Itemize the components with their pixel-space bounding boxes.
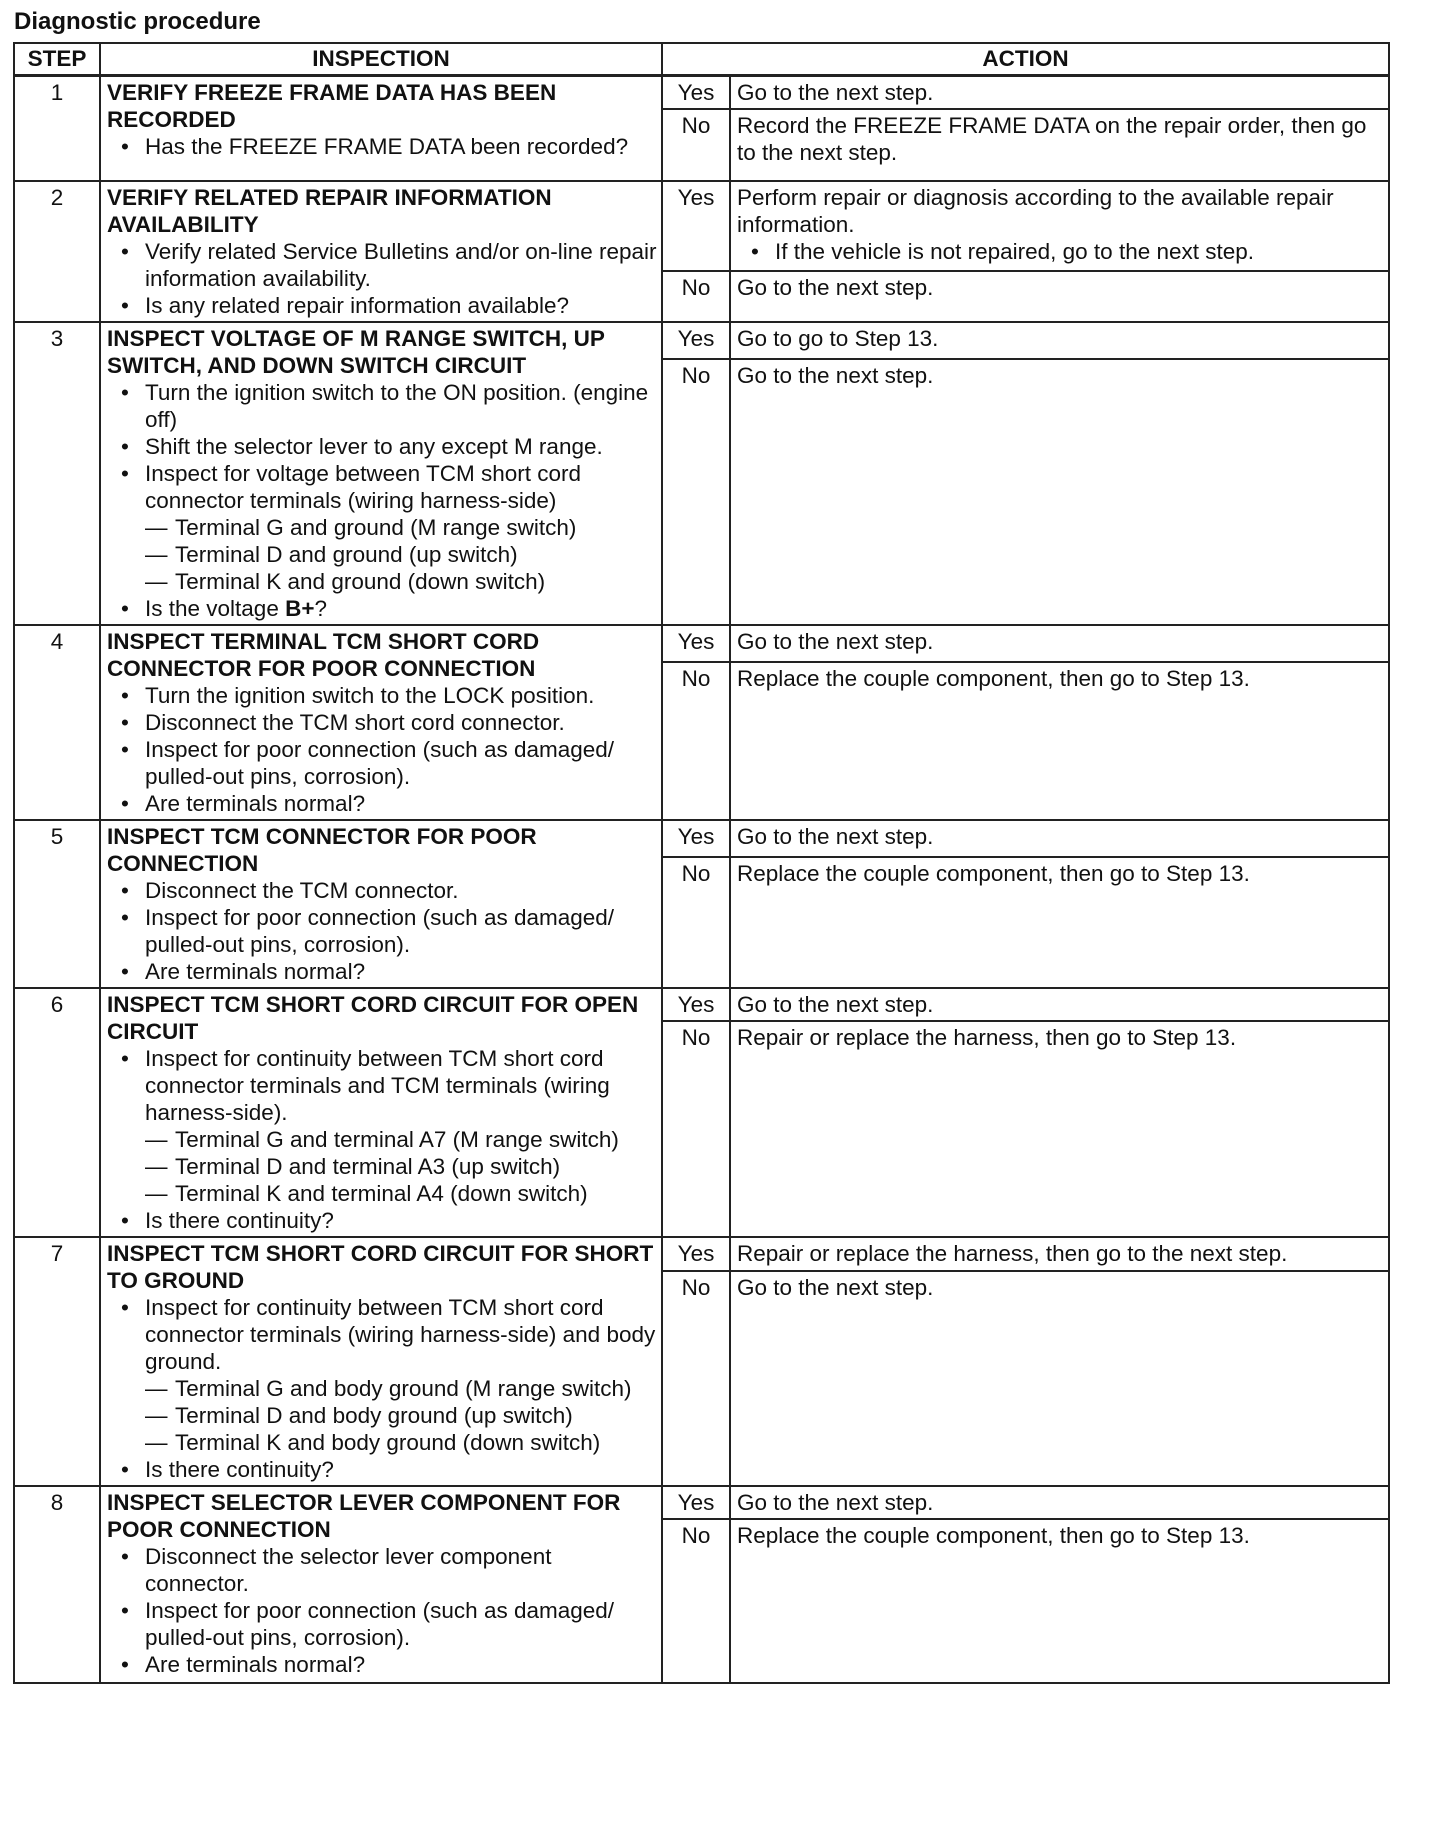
inspection-bullet: • Is any related repair information available? (107, 292, 657, 319)
inspection-title: VERIFY RELATED REPAIR INFORMATION AVAILABILITY (107, 185, 552, 237)
no-label: No (662, 271, 730, 322)
step-number: 6 (14, 988, 100, 1237)
table-row (14, 625, 1389, 662)
sub-item: — Terminal K and body ground (down switch) (145, 1429, 657, 1456)
sub-item: — Terminal G and terminal A7 (M range switch) (145, 1126, 657, 1153)
inspection-bullet: • Has the FREEZE FRAME DATA been recorded? (107, 133, 657, 160)
yes-label: Yes (662, 625, 730, 662)
inspection-bullet: • Inspect for poor connection (such as damaged/ pulled-out pins, corrosion). (107, 736, 657, 790)
inspection-bullet: • Are terminals normal? (107, 958, 657, 985)
inspection-cell (100, 1486, 662, 1683)
table-row (14, 1237, 1389, 1271)
table-row (14, 1486, 1389, 1519)
no-action: Replace the couple component, then go to Step 13. (730, 662, 1389, 820)
inspection-bullet-text: Inspect for continuity between TCM short cord connector terminals (wiring harness-side) and body ground. (145, 1295, 656, 1374)
yes-action: Go to the next step. (730, 76, 1389, 110)
header-step: STEP (14, 43, 100, 76)
action-bullet: • If the vehicle is not repaired, go to the next step. (737, 238, 1384, 265)
inspection-cell (100, 181, 662, 322)
table-row (14, 181, 1389, 271)
sub-item: — Terminal G and ground (M range switch) (145, 514, 657, 541)
table-row (14, 76, 1389, 110)
step-number: 4 (14, 625, 100, 820)
table-header-row (14, 43, 1389, 76)
yes-action: Repair or replace the harness, then go to the next step. (730, 1237, 1389, 1271)
no-label: No (662, 1021, 730, 1237)
no-label: No (662, 1519, 730, 1683)
inspection-cell (100, 820, 662, 988)
inspection-bullet: • Verify related Service Bulletins and/or on-line repair information availability. (107, 238, 657, 292)
no-label: No (662, 359, 730, 625)
inspection-bullet: • Disconnect the TCM short cord connector. (107, 709, 657, 736)
no-action: Repair or replace the harness, then go to Step 13. (730, 1021, 1389, 1237)
yes-action: Go to the next step. (730, 988, 1389, 1021)
step-number: 8 (14, 1486, 100, 1683)
diagnostic-table (13, 42, 1390, 1684)
inspection-bullet (107, 595, 657, 622)
no-label: No (662, 1271, 730, 1486)
header-action: ACTION (662, 43, 1389, 76)
sub-item: — Terminal D and ground (up switch) (145, 541, 657, 568)
inspection-bullet (107, 460, 657, 595)
yes-action: Go to the next step. (730, 625, 1389, 662)
inspection-bullet: • Is there continuity? (107, 1207, 657, 1234)
inspection-title: INSPECT TCM SHORT CORD CIRCUIT FOR SHORT TO GROUND (107, 1241, 654, 1293)
inspection-title: INSPECT SELECTOR LEVER COMPONENT FOR POOR CONNECTION (107, 1490, 621, 1542)
yes-label: Yes (662, 820, 730, 857)
yes-label: Yes (662, 76, 730, 110)
page-title: Diagnostic procedure (14, 8, 261, 35)
no-label: No (662, 109, 730, 181)
sub-item: — Terminal G and body ground (M range switch) (145, 1375, 657, 1402)
step-number: 5 (14, 820, 100, 988)
inspection-title: INSPECT TCM SHORT CORD CIRCUIT FOR OPEN CIRCUIT (107, 992, 639, 1044)
yes-action: Go to the next step. (730, 1486, 1389, 1519)
step-number: 2 (14, 181, 100, 322)
inspection-bullet: • Inspect for poor connection (such as damaged/ pulled-out pins, corrosion). (107, 1597, 657, 1651)
inspection-bullet-text: Inspect for continuity between TCM short cord connector terminals and TCM terminals (wiring harness-side). (145, 1046, 610, 1125)
yes-label: Yes (662, 322, 730, 359)
inspection-cell (100, 988, 662, 1237)
sub-item: — Terminal K and ground (down switch) (145, 568, 657, 595)
yes-label: Yes (662, 988, 730, 1021)
table-row (14, 988, 1389, 1021)
no-label: No (662, 662, 730, 820)
yes-action: Go to go to Step 13. (730, 322, 1389, 359)
sub-item: — Terminal D and body ground (up switch) (145, 1402, 657, 1429)
yes-action: Go to the next step. (730, 820, 1389, 857)
inspection-cell (100, 625, 662, 820)
inspection-title: INSPECT TCM CONNECTOR FOR POOR CONNECTION (107, 824, 537, 876)
inspection-bullet: • Shift the selector lever to any except M range. (107, 433, 657, 460)
inspection-bullet (107, 1045, 657, 1207)
bullet-text-end: ? (314, 596, 327, 621)
yes-action-cell (730, 181, 1389, 271)
inspection-bullet: • Are terminals normal? (107, 1651, 657, 1678)
inspection-cell (100, 322, 662, 625)
inspection-bullet: • Turn the ignition switch to the ON position. (engine off) (107, 379, 657, 433)
no-action: Replace the couple component, then go to Step 13. (730, 1519, 1389, 1683)
voltage-value: B+ (285, 596, 315, 621)
step-number: 1 (14, 76, 100, 182)
no-action: Replace the couple component, then go to Step 13. (730, 857, 1389, 988)
inspection-cell (100, 1237, 662, 1486)
inspection-bullet: • Disconnect the TCM connector. (107, 877, 657, 904)
sub-item: — Terminal D and terminal A3 (up switch) (145, 1153, 657, 1180)
yes-label: Yes (662, 1237, 730, 1271)
step-number: 3 (14, 322, 100, 625)
yes-action: Perform repair or diagnosis according to the available repair information. (737, 185, 1334, 237)
no-label: No (662, 857, 730, 988)
inspection-bullet: • Inspect for poor connection (such as damaged/ pulled-out pins, corrosion). (107, 904, 657, 958)
inspection-title: VERIFY FREEZE FRAME DATA HAS BEEN RECORDED (107, 80, 557, 132)
table-row (14, 322, 1389, 359)
inspection-bullet: • Are terminals normal? (107, 790, 657, 817)
bullet-text: Is the voltage (145, 596, 286, 621)
inspection-bullet: • Turn the ignition switch to the LOCK position. (107, 682, 657, 709)
inspection-title: INSPECT VOLTAGE OF M RANGE SWITCH, UP SWITCH, AND DOWN SWITCH CIRCUIT (107, 326, 605, 378)
sub-item: — Terminal K and terminal A4 (down switch) (145, 1180, 657, 1207)
inspection-bullet: • Disconnect the selector lever component connector. (107, 1543, 657, 1597)
step-number: 7 (14, 1237, 100, 1486)
header-inspection: INSPECTION (100, 43, 662, 76)
no-action: Record the FREEZE FRAME DATA on the repair order, then go to the next step. (730, 109, 1389, 181)
yes-label: Yes (662, 181, 730, 271)
table-row (14, 820, 1389, 857)
no-action: Go to the next step. (730, 1271, 1389, 1486)
no-action: Go to the next step. (730, 271, 1389, 322)
inspection-title: INSPECT TERMINAL TCM SHORT CORD CONNECTOR FOR POOR CONNECTION (107, 629, 540, 681)
inspection-cell (100, 76, 662, 182)
inspection-bullet: • Is there continuity? (107, 1456, 657, 1483)
no-action: Go to the next step. (730, 359, 1389, 625)
inspection-bullet (107, 1294, 657, 1456)
yes-label: Yes (662, 1486, 730, 1519)
inspection-bullet-text: Inspect for voltage between TCM short cord connector terminals (wiring harness-side) (145, 461, 582, 513)
